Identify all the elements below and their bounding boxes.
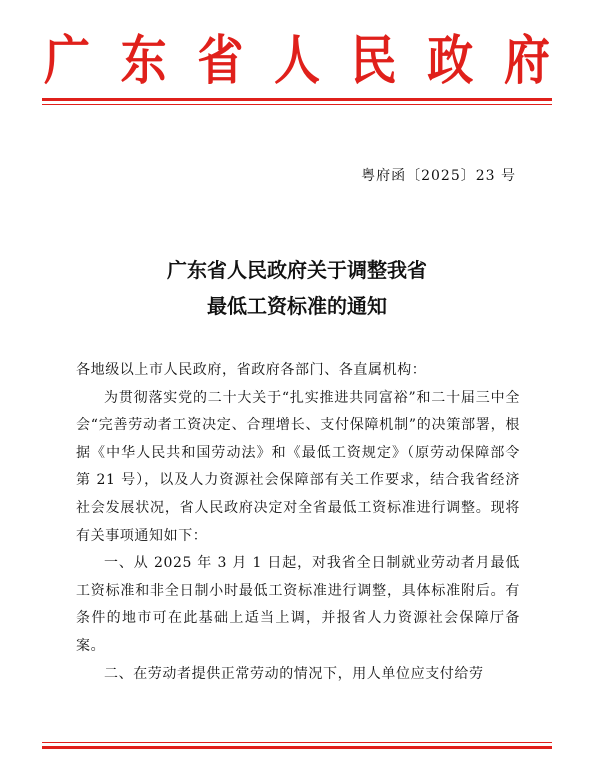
- body-paragraph-3: 二、在劳动者提供正常劳动的情况下，用人单位应支付给劳: [104, 665, 484, 682]
- title-line-1: 广东省人民政府关于调整我省: [167, 258, 427, 282]
- masthead-char: 人: [273, 28, 320, 92]
- header-divider: [42, 98, 552, 108]
- footer-divider-thin: [42, 742, 552, 743]
- masthead-char: 东: [120, 28, 167, 92]
- masthead-char: 府: [503, 28, 550, 92]
- header-divider-thin: [42, 104, 552, 105]
- body-paragraph-2: 一、从 2025 年 3 月 1 日起，对我省全日制就业劳动者月最低工资标准和非全日制小时最低工资标准进行调整，具体标准附后。有条件的地市可在此基础上适当上调，并报省人力资源社会保障厅备案。: [76, 555, 520, 654]
- masthead-char: 省: [197, 28, 244, 92]
- footer-divider-thick: [42, 746, 552, 749]
- document-title: [0, 252, 594, 324]
- masthead-char: 政: [427, 28, 474, 92]
- document-number: 粤府函〔2025〕23 号: [361, 168, 516, 184]
- salutation: 各地级以上市人民政府，省政府各部门、各直属机构：: [76, 362, 427, 378]
- body-paragraph-1: 为贯彻落实党的二十大关于“扎实推进共同富裕”和二十届三中全会“完善劳动者工资决定、合理增长、支付保障机制”的决策部署，根据《中华人民共和国劳动法》和《最低工资规定》（原劳动保障部令第 21 号），以及人力资源社会保障部有关工作要求，结合我省经济社会发展状况，省人民政府决定对全省最低工资标准进行调整。现将有关事项通知如下：: [76, 389, 520, 544]
- masthead-char: 民: [350, 28, 397, 92]
- masthead-title: [42, 18, 552, 102]
- masthead-char: 广: [44, 28, 90, 92]
- title-line-2: 最低工资标准的通知: [207, 294, 387, 318]
- footer-divider: [42, 742, 552, 752]
- document-body: [76, 357, 520, 688]
- header-divider-thick: [42, 98, 552, 101]
